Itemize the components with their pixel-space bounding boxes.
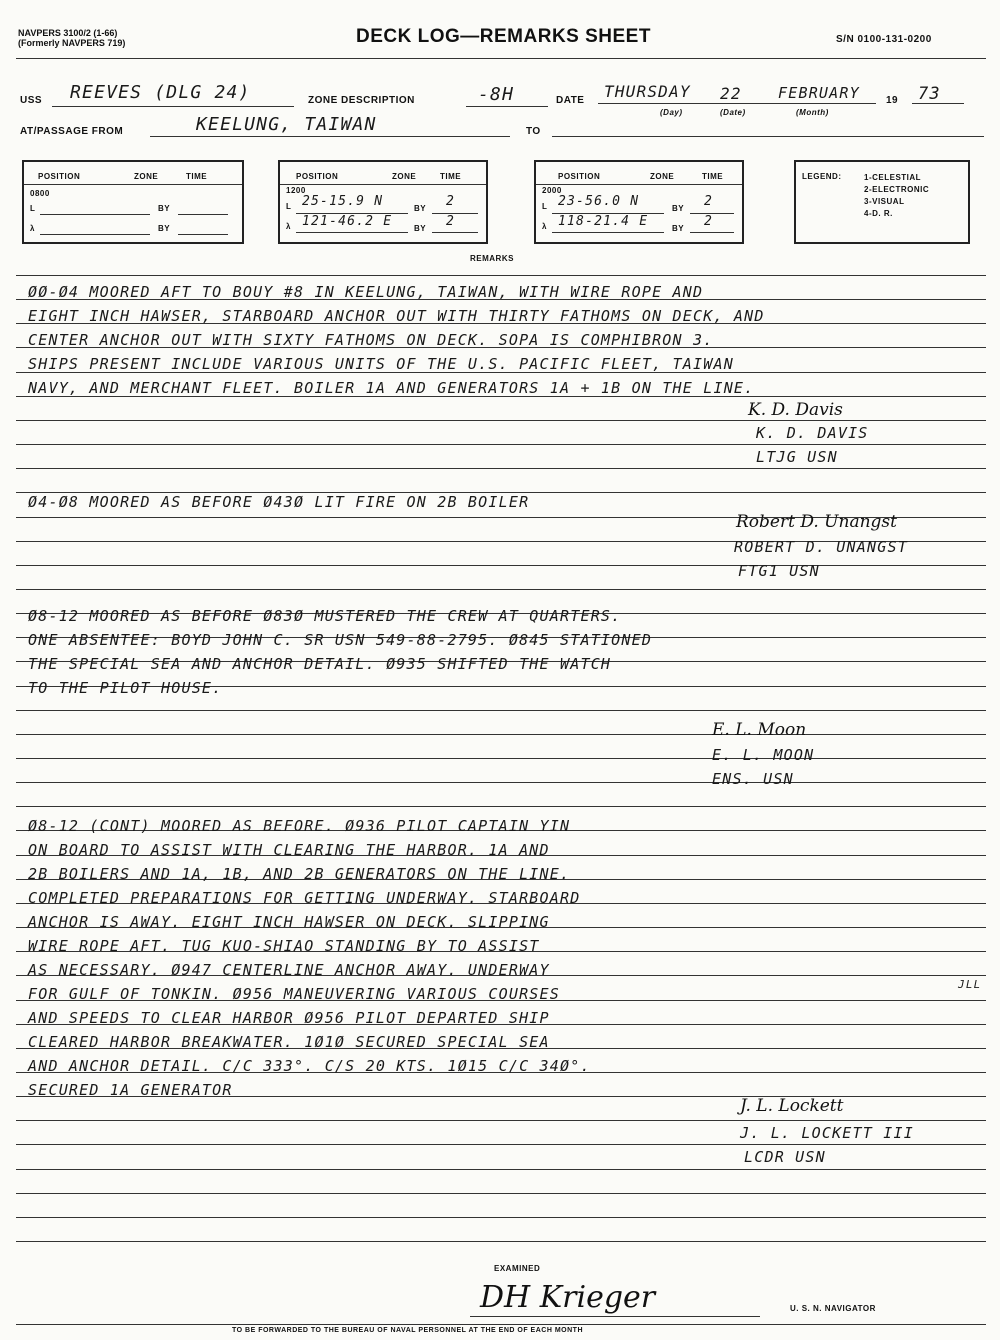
signer-name: K. D. DAVIS bbox=[756, 424, 869, 442]
signature: K. D. Davis bbox=[748, 400, 843, 420]
signer-name: ROBERT D. UNANGST bbox=[734, 538, 908, 556]
ruled-line bbox=[16, 589, 986, 590]
entry-line: 2B BOILERS AND 1A, 1B, AND 2B GENERATORS ON THE LINE. bbox=[28, 865, 571, 883]
ruled-line bbox=[16, 1144, 986, 1145]
col-position: POSITION bbox=[38, 172, 81, 181]
signer-rank: LCDR USN bbox=[744, 1148, 826, 1166]
lon-1200: 121-46.2 E bbox=[302, 214, 393, 229]
entry-line: Ø8-12 MOORED AS BEFORE Ø83Ø MUSTERED THE CREW AT QUARTERS. bbox=[28, 607, 622, 625]
signature: J. L. Lockett bbox=[740, 1096, 844, 1116]
date-value: 22 bbox=[720, 84, 742, 103]
to-label: TO bbox=[526, 126, 541, 137]
col-position: POSITION bbox=[558, 172, 601, 181]
examiner-signature: DH Krieger bbox=[480, 1280, 656, 1315]
at-passage-value: KEELUNG, TAIWAN bbox=[196, 114, 377, 135]
lat-symbol: L bbox=[30, 204, 36, 213]
correction-initials: JLL bbox=[958, 978, 982, 991]
at-passage-label: AT/PASSAGE FROM bbox=[20, 126, 124, 137]
form-number-line1: NAVPERS 3100/2 (1-66) bbox=[18, 28, 118, 38]
col-zone: ZONE bbox=[134, 172, 159, 181]
ruled-line bbox=[16, 1120, 986, 1121]
year-prefix: 19 bbox=[886, 95, 899, 106]
forwarding-note: TO BE FORWARDED TO THE BUREAU OF NAVAL PERSONNEL AT THE END OF EACH MONTH bbox=[232, 1327, 583, 1334]
legend-items bbox=[864, 172, 929, 220]
entry-line: NAVY, AND MERCHANT FLEET. BOILER 1A AND GENERATORS 1A + 1B ON THE LINE. bbox=[28, 379, 755, 397]
by-label: BY bbox=[158, 224, 171, 233]
uss-label: USS bbox=[20, 95, 43, 106]
col-time: TIME bbox=[186, 172, 208, 181]
navigator-label: U. S. N. NAVIGATOR bbox=[790, 1304, 876, 1313]
date-label: DATE bbox=[556, 95, 585, 106]
entry-line: CLEARED HARBOR BREAKWATER. 1Ø1Ø SECURED SPECIAL SEA bbox=[28, 1033, 550, 1051]
entry-line: Ø8-12 (CONT) MOORED AS BEFORE. Ø936 PILOT CAPTAIN YIN bbox=[28, 817, 571, 835]
lat-2000: 23-56.0 N bbox=[558, 194, 640, 209]
entry-line: COMPLETED PREPARATIONS FOR GETTING UNDERWAY. STARBOARD bbox=[28, 889, 581, 907]
lat-1200: 25-15.9 N bbox=[302, 194, 384, 209]
legend-label: LEGEND: bbox=[802, 172, 842, 181]
by-label: BY bbox=[158, 204, 171, 213]
ruled-line bbox=[16, 1241, 986, 1242]
entry-line: ONE ABSENTEE: BOYD JOHN C. SR USN 549-88-2795. Ø845 STATIONED bbox=[28, 631, 653, 649]
signer-name: J. L. LOCKETT III bbox=[740, 1124, 914, 1142]
ruled-line bbox=[16, 468, 986, 469]
by-2000-lon: 2 bbox=[704, 214, 714, 229]
zone-description-value: -8H bbox=[478, 84, 515, 105]
legend-item: 1-CELESTIAL bbox=[864, 173, 922, 182]
header-divider bbox=[16, 58, 986, 59]
legend-box bbox=[794, 160, 970, 244]
uss-value: REEVES (DLG 24) bbox=[70, 82, 251, 103]
entry-line: Ø4-Ø8 MOORED AS BEFORE Ø43Ø LIT FIRE ON 2B BOILER bbox=[28, 493, 530, 511]
legend-item: 3-VISUAL bbox=[864, 197, 905, 206]
entry-line: AS NECESSARY. Ø947 CENTERLINE ANCHOR AWAY. UNDERWAY bbox=[28, 961, 550, 979]
by-2000-lat: 2 bbox=[704, 194, 714, 209]
month-caption: (Month) bbox=[796, 108, 829, 117]
year-underline bbox=[912, 103, 964, 104]
to-underline bbox=[552, 136, 984, 137]
entry-line: ØØ-Ø4 MOORED AFT TO BOUY #8 IN KEELUNG, TAIWAN, WITH WIRE ROPE AND bbox=[28, 283, 704, 301]
form-number bbox=[18, 28, 125, 48]
time-2000: 2000 bbox=[542, 186, 562, 195]
ruled-line bbox=[16, 420, 986, 421]
col-zone: ZONE bbox=[650, 172, 675, 181]
entry-line: CENTER ANCHOR OUT WITH SIXTY FATHOMS ON DECK. SOPA IS COMPHIBRON 3. bbox=[28, 331, 714, 349]
col-position: POSITION bbox=[296, 172, 339, 181]
day-caption: (Day) bbox=[660, 108, 683, 117]
form-number-line2: (Formerly NAVPERS 719) bbox=[18, 38, 126, 48]
position-box-0800 bbox=[22, 160, 244, 244]
col-time: TIME bbox=[440, 172, 462, 181]
entry-line: AND ANCHOR DETAIL. C/C 333°. C/S 20 KTS. 1Ø15 C/C 34Ø°. bbox=[28, 1057, 591, 1075]
signer-rank: ENS. USN bbox=[712, 770, 794, 788]
form-title: DECK LOG—REMARKS SHEET bbox=[356, 26, 651, 47]
signer-rank: FTG1 USN bbox=[738, 562, 820, 580]
ruled-line bbox=[16, 710, 986, 711]
remarks-label: REMARKS bbox=[470, 254, 514, 263]
col-time: TIME bbox=[702, 172, 724, 181]
signer-name: E. L. MOON bbox=[712, 746, 815, 764]
legend-item: 4-D. R. bbox=[864, 209, 893, 218]
signature: Robert D. Unangst bbox=[736, 512, 897, 532]
entry-line: SECURED 1A GENERATOR bbox=[28, 1081, 233, 1099]
entry-line: WIRE ROPE AFT. TUG KUO-SHIAO STANDING BY TO ASSIST bbox=[28, 937, 540, 955]
ruled-line bbox=[16, 444, 986, 445]
position-box-2000: POSITION ZONE TIME 2000 L 23-56.0 N BY 2 λ 118-21.4 E BY 2 bbox=[534, 160, 744, 244]
ruled-line bbox=[16, 1169, 986, 1170]
lon-symbol: λ bbox=[30, 224, 35, 233]
date-underline bbox=[598, 103, 876, 104]
ruled-line bbox=[16, 734, 986, 735]
at-passage-underline bbox=[150, 136, 510, 137]
zone-description-label: ZONE DESCRIPTION bbox=[308, 95, 415, 106]
examiner-underline bbox=[470, 1316, 760, 1317]
signature: E. L. Moon bbox=[712, 720, 807, 740]
time-0800: 0800 bbox=[30, 189, 50, 198]
ruled-line bbox=[16, 1217, 986, 1218]
entry-line: AND SPEEDS TO CLEAR HARBOR Ø956 PILOT DEPARTED SHIP bbox=[28, 1009, 550, 1027]
signer-rank: LTJG USN bbox=[756, 448, 838, 466]
position-box-1200: POSITION ZONE TIME 1200 L 25-15.9 N BY 2 λ 121-46.2 E BY 2 bbox=[278, 160, 488, 244]
ruled-line bbox=[16, 806, 986, 807]
entry-line: ON BOARD TO ASSIST WITH CLEARING THE HARBOR. 1A AND bbox=[28, 841, 550, 859]
day-value: THURSDAY bbox=[604, 82, 691, 101]
month-value: FEBRUARY bbox=[778, 84, 860, 102]
entry-line: THE SPECIAL SEA AND ANCHOR DETAIL. Ø935 SHIFTED THE WATCH bbox=[28, 655, 612, 673]
entry-line: ANCHOR IS AWAY. EIGHT INCH HAWSER ON DECK. SLIPPING bbox=[28, 913, 550, 931]
year-value: 73 bbox=[918, 84, 941, 104]
ruled-line bbox=[16, 565, 986, 566]
ruled-line bbox=[16, 1193, 986, 1194]
ruled-line bbox=[16, 758, 986, 759]
col-zone: ZONE bbox=[392, 172, 417, 181]
examined-label: EXAMINED bbox=[494, 1264, 541, 1273]
ruled-line bbox=[16, 275, 986, 276]
legend-item: 2-ELECTRONIC bbox=[864, 185, 930, 194]
ruled-line bbox=[16, 782, 986, 783]
date-caption: (Date) bbox=[720, 108, 746, 117]
entry-line: SHIPS PRESENT INCLUDE VARIOUS UNITS OF THE U.S. PACIFIC FLEET, TAIWAN bbox=[28, 355, 734, 373]
entry-line: TO THE PILOT HOUSE. bbox=[28, 679, 223, 697]
entry-line: EIGHT INCH HAWSER, STARBOARD ANCHOR OUT WITH THIRTY FATHOMS ON DECK, AND bbox=[28, 307, 765, 325]
lon-2000: 118-21.4 E bbox=[558, 214, 649, 229]
zone-underline bbox=[466, 106, 548, 107]
entry-line: FOR GULF OF TONKIN. Ø956 MANEUVERING VARIOUS COURSES bbox=[28, 985, 560, 1003]
by-1200-lon: 2 bbox=[446, 214, 456, 229]
time-1200: 1200 bbox=[286, 186, 306, 195]
stock-number: S/N 0100-131-0200 bbox=[836, 34, 932, 45]
by-1200-lat: 2 bbox=[446, 194, 456, 209]
uss-underline bbox=[52, 106, 294, 107]
